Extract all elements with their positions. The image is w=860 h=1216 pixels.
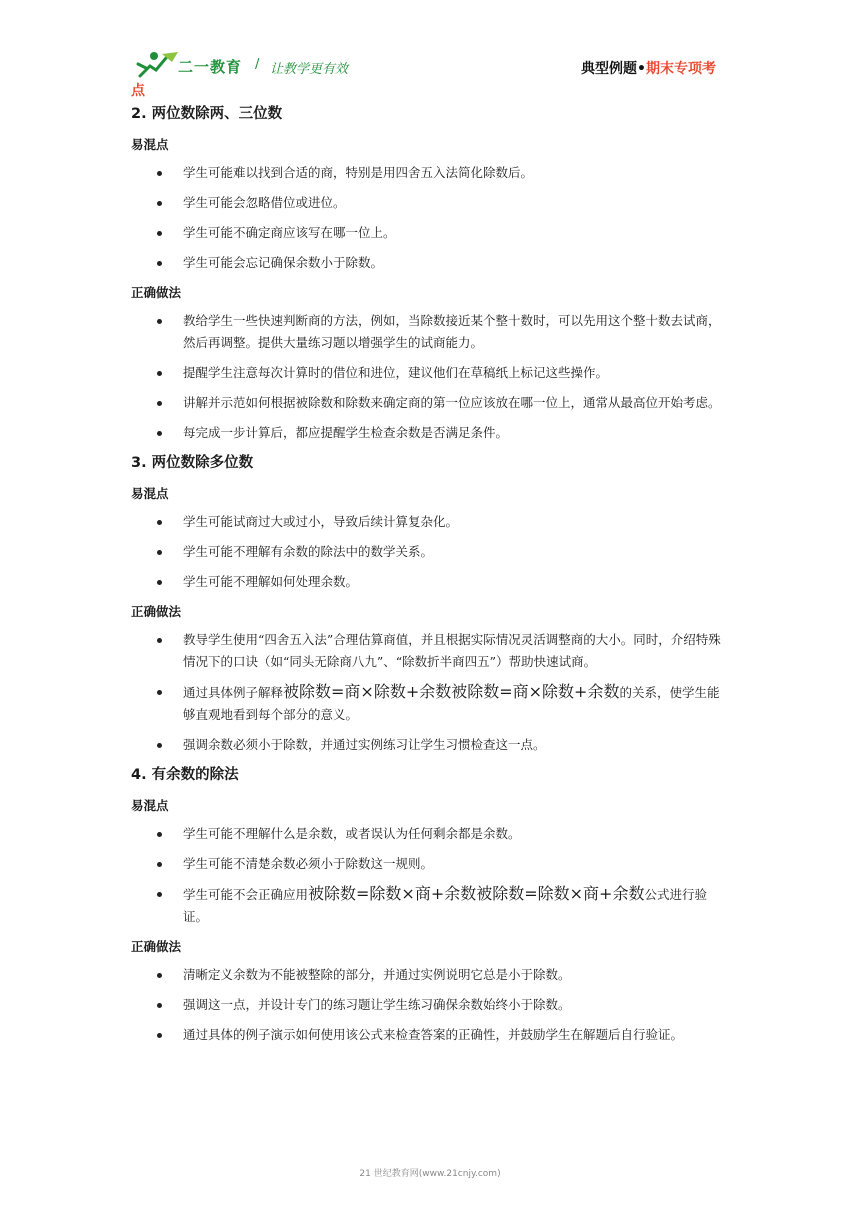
confusion-list [131,823,731,928]
list-item: 强调余数必须小于除数，并通过实例练习让学生习惯检查这一点。 [131,734,731,756]
correct-heading: 正确做法 [131,604,182,619]
confusion-heading: 易混点 [131,137,169,152]
list-item: 学生可能不理解什么是余数，或者误认为任何剩余都是余数。 [131,823,731,845]
list-item: 学生可能会忽略借位或进位。 [131,192,731,214]
section-title: 2. 两位数除两、三位数 [131,106,283,122]
section-3 [131,452,731,756]
runner-logo-icon [136,50,180,80]
list-item: 学生可能不清楚余数必须小于除数这一规则。 [131,853,731,875]
division-formula: 被除数=商×除数+余数被除数=商×除数+余数 [283,682,620,701]
confusion-heading: 易混点 [131,798,169,813]
correct-list [131,629,731,756]
header-separator: / [255,57,260,72]
correct-heading: 正确做法 [131,939,182,954]
page-header [0,0,860,100]
list-item: 讲解并示范如何根据被除数和除数来确定商的第一位应该放在哪一位上，通常从最高位开始考虑。 [131,392,731,414]
correct-list [131,964,731,1046]
correct-list [131,310,731,444]
list-item: 提醒学生注意每次计算时的借位和进位，建议他们在草稿纸上标记这些操作。 [131,362,731,384]
section-title: 4. 有余数的除法 [131,767,239,783]
list-item: 清晰定义余数为不能被整除的部分，并通过实例说明它总是小于除数。 [131,964,731,986]
header-slogan: 让教学更有效 [270,62,349,77]
header-title [581,58,716,78]
list-item: 学生可能不理解有余数的除法中的数学关系。 [131,541,731,563]
list-item: 通过具体的例子演示如何使用该公式来检查答案的正确性，并鼓励学生在解题后自行验证。 [131,1024,731,1046]
list-item: 学生可能不理解如何处理余数。 [131,571,731,593]
header-title-continuation: 点 [131,83,145,99]
brand-name: 二一教育 [178,58,243,76]
list-item-with-formula [131,681,731,726]
confusion-list [131,511,731,593]
formula-trail-text: 公式进行验证。 [183,887,707,924]
header-title-main: 典型例题• [581,61,646,77]
division-formula: 被除数=除数×商+余数被除数=除数×商+余数 [308,884,645,903]
document-body [131,103,731,1054]
formula-lead-text: 通过具体例子解释 [183,685,284,700]
formula-lead-text: 学生可能不会正确应用 [183,887,309,902]
list-item: 学生可能不确定商应该写在哪一位上。 [131,222,731,244]
section-title: 3. 两位数除多位数 [131,455,254,471]
correct-heading: 正确做法 [131,285,182,300]
section-4 [131,764,731,1046]
formula-trail-text: 的关系，使学生能够直观地看到每个部分的意义。 [183,685,720,722]
list-item: 学生可能试商过大或过小，导致后续计算复杂化。 [131,511,731,533]
list-item: 每完成一步计算后，都应提醒学生检查余数是否满足条件。 [131,422,731,444]
list-item: 教给学生一些快速判断商的方法，例如，当除数接近某个整十数时，可以先用这个整十数去试商，然后再调整。提供大量练习题以增强学生的试商能力。 [131,310,731,354]
section-2 [131,103,731,444]
list-item: 强调这一点，并设计专门的练习题让学生练习确保余数始终小于除数。 [131,994,731,1016]
confusion-list [131,162,731,274]
list-item: 学生可能会忘记确保余数小于除数。 [131,252,731,274]
list-item: 学生可能难以找到合适的商，特别是用四舍五入法简化除数后。 [131,162,731,184]
header-title-accent: 期末专项考 [646,61,716,77]
page-footer: 21 世纪教育网(www.21cnjy.com) [359,1169,501,1179]
confusion-heading: 易混点 [131,486,169,501]
list-item: 教导学生使用“四舍五入法”合理估算商值，并且根据实际情况灵活调整商的大小。同时，介绍特殊情况下的口诀（如“同头无除商八九”、“除数折半商四五”）帮助快速试商。 [131,629,731,673]
list-item-with-formula [131,883,731,928]
